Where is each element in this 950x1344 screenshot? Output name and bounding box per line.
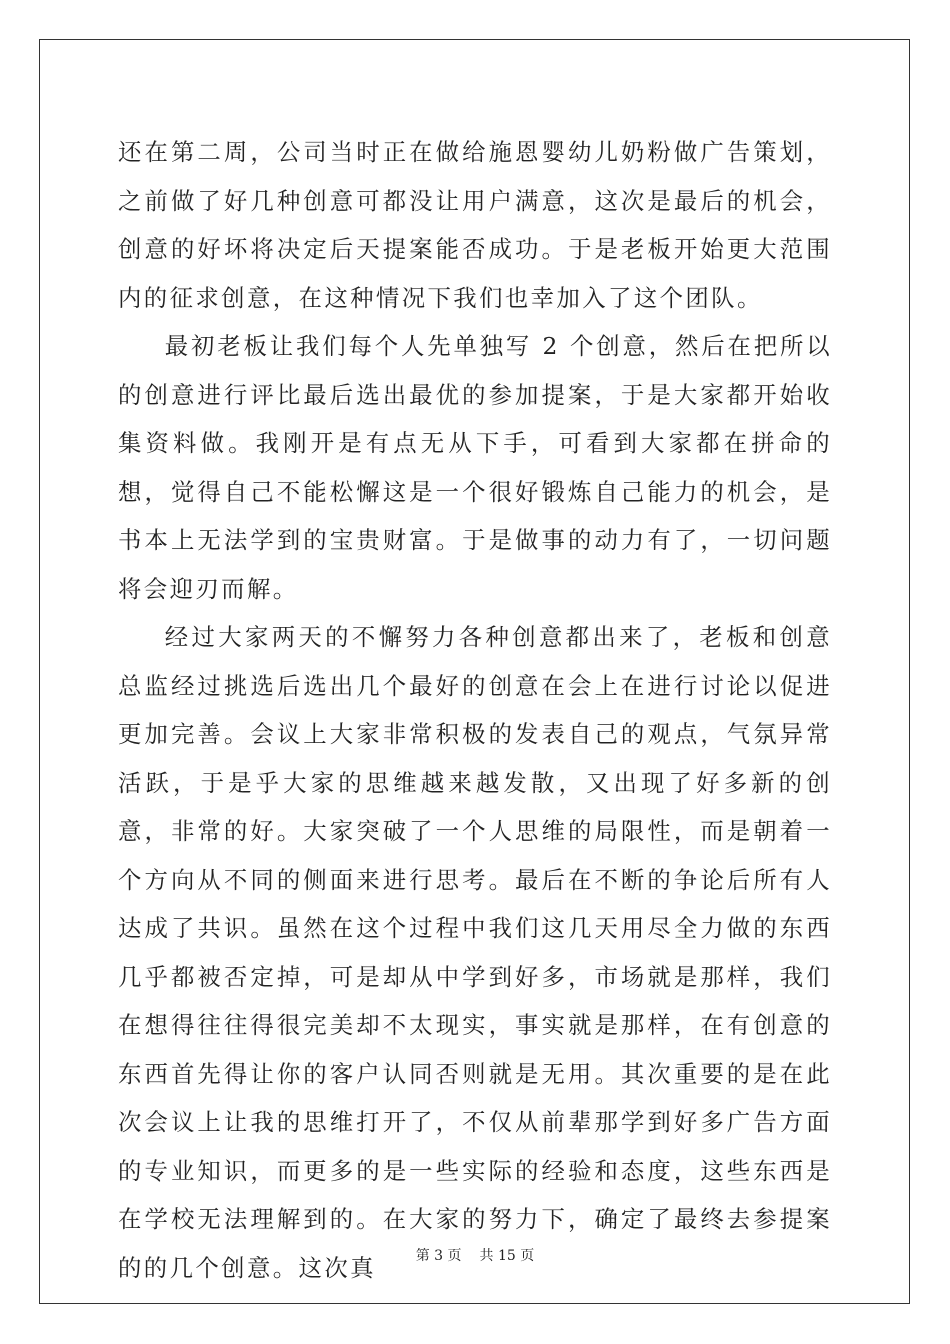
paragraph-3: 经过大家两天的不懈努力各种创意都出来了，老板和创意总监经过挑选后选出几个最好的创意在会上在进行讨论以促进更加完善。会议上大家非常积极的发表自己的观点，气氛异常活跃，于是乎大家的思维越来越发散，又出现了好多新的创意，非常的好。大家突破了一个人思维的局限性，而是朝着一个方向从不同的侧面来进行思考。最后在不断的争论后所有人达成了共识。虽然在这个过程中我们这几天用尽全力做的东西几乎都被否定掉，可是却从中学到好多，市场就是那样，我们在想得往往得很完美却不太现实，事实就是那样，在有创意的东西首先得让你的客户认同否则就是无用。其次重要的是在此次会议上让我的思维打开了，不仅从前辈那学到好多广告方面的专业知识，而更多的是一些实际的经验和态度，这些东西是在学校无法理解到的。在大家的努力下，确定了最终去参提案的的几个创意。这次真 — [118, 623, 832, 1282]
page-footer — [0, 1247, 950, 1265]
paragraph-1: 还在第二周，公司当时正在做给施恩婴幼儿奶粉做广告策划，之前做了好几种创意可都没让用户满意，这次是最后的机会，创意的好坏将决定后天提案能否成功。于是老板开始更大范围内的征求创意，在这种情况下我们也幸加入了这个团队。 — [118, 138, 832, 312]
paragraph-2: 最初老板让我们每个人先单独写 2 个创意，然后在把所以的创意进行评比最后选出最优的参加提案，于是大家都开始收集资料做。我刚开是有点无从下手，可看到大家都在拼命的想，觉得自己不能松懈这是一个很好锻炼自己能力的机会，是书本上无法学到的宝贵财富。于是做事的动力有了，一切问题将会迎刃而解。 — [118, 332, 832, 603]
page-total: 共 15 页 — [479, 1248, 535, 1264]
page-number: 第 3 页 — [415, 1248, 462, 1264]
document-body — [118, 128, 832, 1292]
